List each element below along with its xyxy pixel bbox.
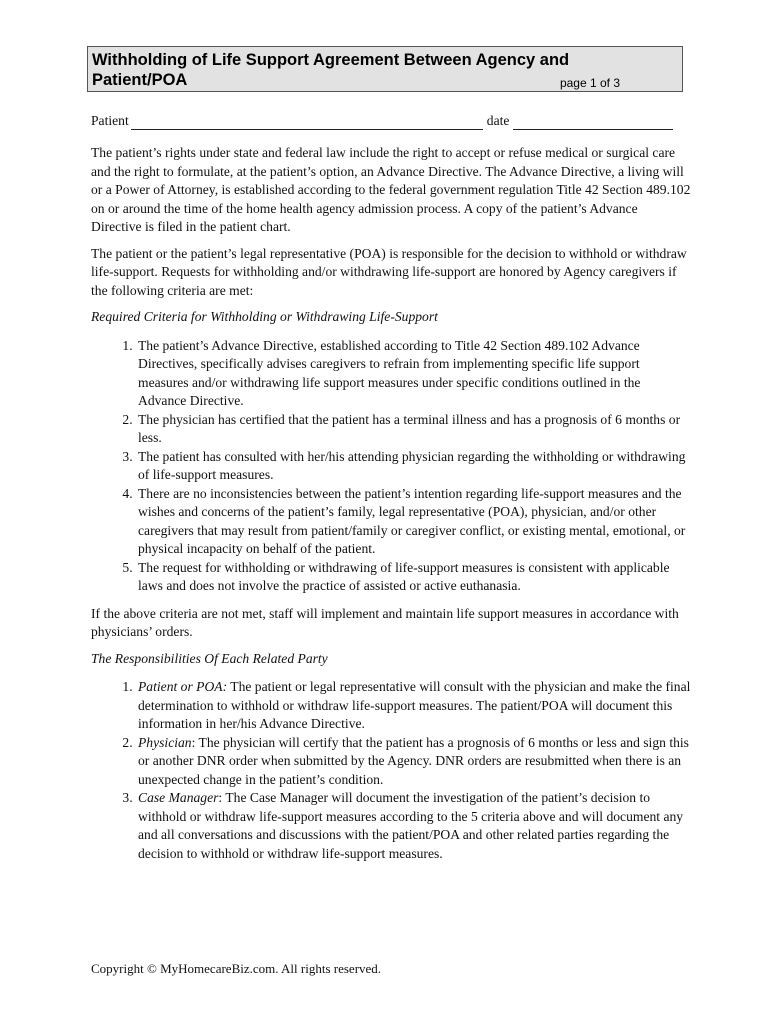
- rights-paragraph: The patient’s rights under state and federal law include the right to accept or refuse medical or surgical care and the right to formulate, at the patient’s option, an Advance Directive. The Advance Directive, a living will or a Power of Attorney, is established according to the federal government regulation Title 42 Section 489.102 on or around the time of the home health agency admission process. A copy of the patient’s Advance Directive is filed in the patient chart.: [91, 145, 691, 234]
- responsibilities-list: [91, 678, 691, 863]
- role-text: : The Case Manager will document the investigation of the patient’s decision to withhold or withdraw life-support measures according to the 5 criteria above and will document any and all conversations and discussions with the patient/POA and other related parties regarding the decision to withhold or withdraw life-support measures.: [138, 790, 684, 861]
- responsibilities-heading: The Responsibilities Of Each Related Party: [91, 650, 328, 666]
- title-box: [87, 46, 683, 92]
- role-label: Patient or POA:: [138, 679, 228, 694]
- role-text: The patient or legal representative will consult with the physician and make the final determination to withhold or withdraw life-support measures. The patient/POA will document this information in her/his Advance Directive.: [138, 679, 691, 731]
- criteria-item: 5. The request for withholding or withdrawing of life-support measures is consistent with applicable laws and does not involve the practice of assisted or active euthanasia.: [136, 559, 691, 596]
- role-label: Physician: [138, 734, 192, 750]
- responsibility-paragraph: The patient or the patient’s legal representative (POA) is responsible for the decision to withhold or withdraw life-support. Requests for withholding and/or withdrawing life-support are honored by Agency caregivers if the following criteria are met:: [91, 245, 687, 298]
- criteria-not-met-paragraph: If the above criteria are not met, staff will implement and maintain life support measures in accordance with physicians’ orders.: [91, 605, 679, 639]
- criteria-item: 1. The patient’s Advance Directive, established according to Title 42 Section 489.102 Advance Directives, specifically advises caregivers to refrain from implementing specific life support measures and/or withdrawing life support measures under specific conditions outlined in the Advance Directive.: [136, 337, 691, 411]
- page-number: page 1 of 3: [559, 76, 620, 90]
- date-label: date: [486, 112, 510, 128]
- patient-date-line: [91, 110, 691, 130]
- document-title-line-1: Withholding of Life Support Agreement Between Agency and: [92, 51, 570, 69]
- responsibility-item-case-manager: [136, 789, 691, 863]
- role-label: Case Manager: [138, 790, 219, 805]
- copyright-footer: Copyright © MyHomecareBiz.com. All rights reserved.: [91, 961, 382, 976]
- document-title-line-2: Patient/POA: [92, 71, 188, 89]
- criteria-item: 3. The patient has consulted with her/his attending physician regarding the withholding or withdrawing of life-support measures.: [136, 448, 691, 485]
- date-field[interactable]: [513, 115, 673, 130]
- document-body: [91, 110, 691, 872]
- criteria-item: 2. The physician has certified that the patient has a terminal illness and has a prognosis of 6 months or less.: [136, 411, 691, 448]
- role-text: : The physician will certify that the patient has a prognosis of 6 months or less and sign this or another DNR order when submitted by the Agency. DNR orders are resubmitted when there is an unexpected change in the patient’s condition.: [138, 734, 689, 787]
- patient-name-field[interactable]: [131, 115, 483, 130]
- criteria-list: [91, 337, 691, 596]
- responsibility-item-physician: [136, 734, 691, 790]
- criteria-item: 4. There are no inconsistencies between the patient’s intention regarding life-support measures and the wishes and concerns of the patient’s family, legal representative (POA), physician, and/or other caregivers that may result from patient/family or caregiver conflict, or existing mental, emotional, or physical incapacity on behalf of the patient.: [136, 485, 691, 559]
- responsibility-item-patient: [136, 678, 691, 734]
- patient-label: Patient: [91, 112, 129, 128]
- criteria-heading: Required Criteria for Withholding or Withdrawing Life-Support: [91, 309, 438, 324]
